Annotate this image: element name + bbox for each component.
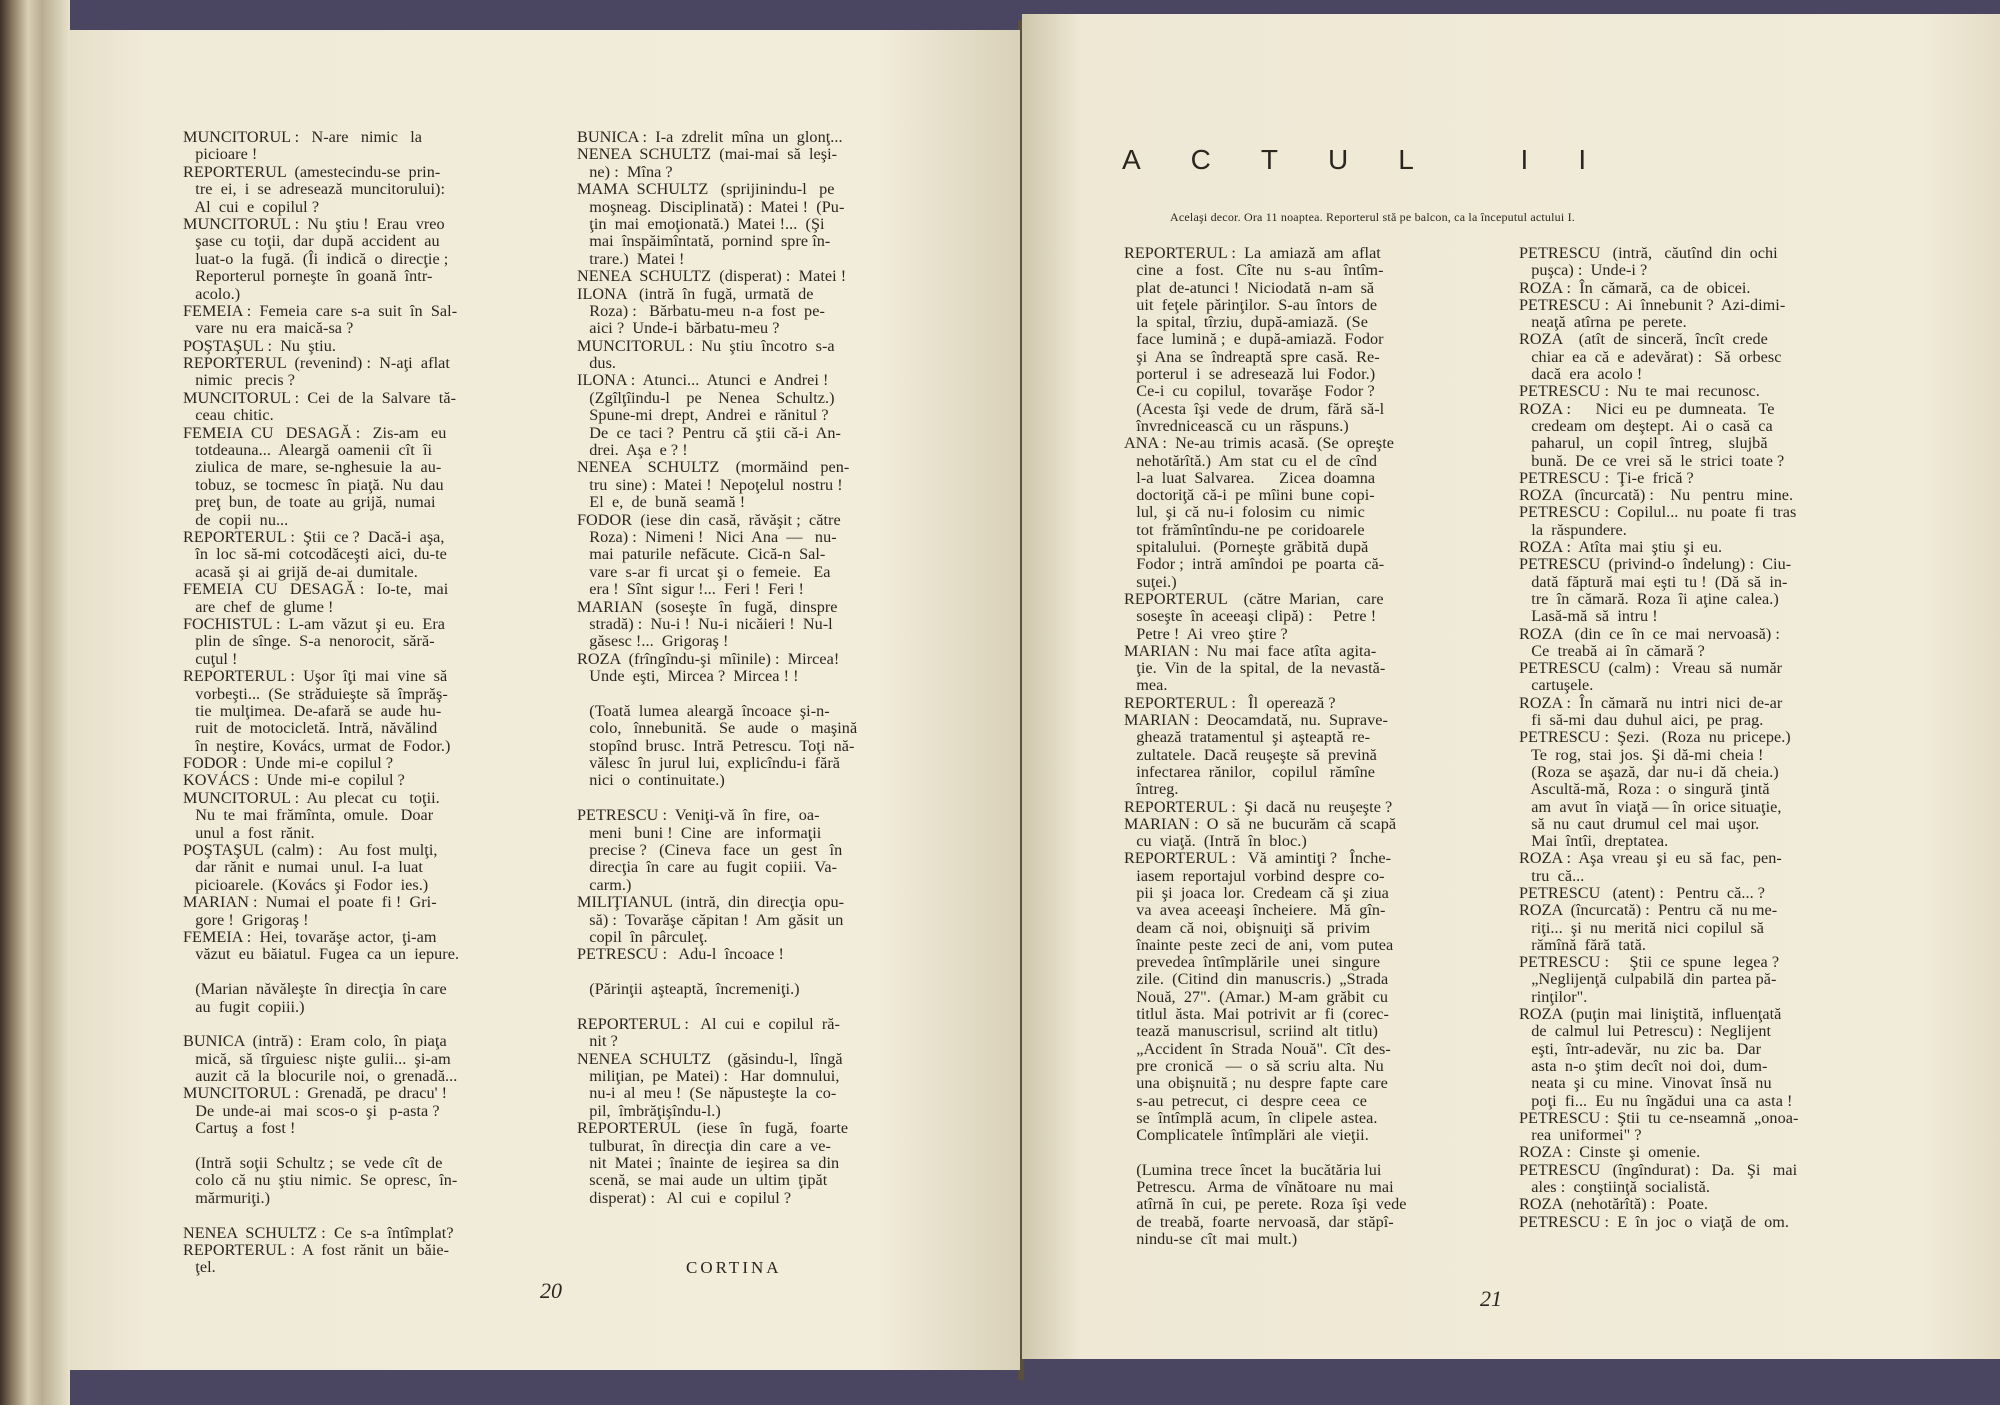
text-line: REPORTERUL (iese în fugă, foarte xyxy=(577,1119,849,1138)
text-line: PETRESCU : Şezi. (Roza nu pricepe.) xyxy=(1519,728,1791,747)
text-line: ruit de motocicletă. Intră, năvălind xyxy=(183,719,438,738)
text-line: deam că noi, obişnuiţi să privim xyxy=(1124,918,1371,937)
text-line: suţei.) xyxy=(1124,572,1177,591)
text-line: Petrescu. Arma de vînătoare nu mai xyxy=(1124,1178,1394,1197)
text-line: ROZA (frîngîndu-şi mîinile) : Mircea! xyxy=(577,649,840,668)
text-line: NENEA SCHULTZ : Ce s-a întîmplat? xyxy=(183,1223,454,1242)
text-line: Roza) : Bărbatu-meu n-a fost pe- xyxy=(577,301,825,320)
text-line: Lasă-mă să intru ! xyxy=(1519,607,1658,626)
text-line: FODOR : Unde mi-e copilul ? xyxy=(183,754,394,773)
text-line: nici o continuitate.) xyxy=(577,771,725,790)
text-line: zultatele. Dacă reuşeşte să prevină xyxy=(1124,745,1377,764)
text-line: lul, şi că nu-i folosim cu nimic xyxy=(1124,503,1365,522)
text-line: Ce-i cu copilul, tovarăşe Fodor ? xyxy=(1124,382,1375,401)
text-line: NENEA SCHULTZ (disperat) : Matei ! xyxy=(577,267,847,286)
text-line: PETRESCU (îngîndurat) : Da. Şi mai xyxy=(1519,1160,1798,1179)
text-line: la spital, tîrziu, după-amiază. (Se xyxy=(1124,313,1368,332)
text-line xyxy=(577,790,857,807)
text-line: chiar ea că e adevărat) : Să orbesc xyxy=(1519,347,1782,366)
text-line: El e, de bună seamă ! xyxy=(577,493,746,512)
text-line: REPORTERUL (revenind) : N-aţi aflat xyxy=(183,354,450,373)
text-line: MUNCITORUL : Nu ştiu ! Erau vreo xyxy=(183,214,445,233)
text-line: nit Matei ; înainte de ieşirea sa din xyxy=(577,1154,840,1173)
text-line: am avut în viaţă — în orice situaţie, xyxy=(1519,797,1782,816)
text-line: PETRESCU : Copilul... nu poate fi tras xyxy=(1519,503,1797,522)
text-line: Ascultă-mă, Roza : o singură ţintă xyxy=(1519,780,1770,799)
text-line: REPORTERUL : Ştii ce ? Dacă-i aşa, xyxy=(183,527,445,546)
text-line: MILIŢIANUL (intră, din direcţia opu- xyxy=(577,893,845,912)
text-line: şase cu toţii, dar după accident au xyxy=(183,232,440,251)
text-line: direcţia în care au fugit copiii. Va- xyxy=(577,858,838,877)
text-line: găsesc !... Grigoraş ! xyxy=(577,632,729,651)
text-line: FEMEIA CU DESAGĂ : Io-te, mai xyxy=(183,580,449,599)
text-line: REPORTERUL (amestecindu-se prin- xyxy=(183,162,441,181)
text-line xyxy=(183,964,459,981)
text-line: să) : Tovarăşe căpitan ! Am găsit un xyxy=(577,910,844,929)
text-line xyxy=(577,964,857,981)
text-line: s-au petrecut, ci despre ceea ce xyxy=(1124,1091,1367,1110)
text-line: cuţul ! xyxy=(183,649,238,668)
text-line: POŞTAŞUL (calm) : Au fost mulţi, xyxy=(183,841,438,860)
text-line: la răspundere. xyxy=(1519,520,1627,539)
text-line: PETRESCU : Ştii tu ce-nseamnă „onoa- xyxy=(1519,1108,1799,1127)
text-line: tot frămîntîndu-ne pe coridoarele xyxy=(1124,520,1365,539)
text-line: Nouă, 27". (Amar.) M-am grăbit cu xyxy=(1124,987,1388,1006)
text-line: Spune-mi drept, Andrei e rănitul ? xyxy=(577,406,829,425)
left-column-2 xyxy=(577,129,857,1207)
text-line xyxy=(577,999,857,1016)
text-line: (Lumina trece încet la bucătăria lui xyxy=(1124,1160,1382,1179)
text-line: MARIAN (soseşte în fugă, dinspre xyxy=(577,597,838,616)
text-line: ROZA (din ce în ce mai nervoasă) : xyxy=(1519,624,1780,643)
text-line: REPORTERUL : Al cui e copilul ră- xyxy=(577,1014,840,1033)
text-line: PETRESCU (atent) : Pentru că... ? xyxy=(1519,883,1766,902)
text-line: ROZA (încurcată) : Pentru că nu me- xyxy=(1519,901,1778,920)
text-line: disperat) : Al cui e copilul ? xyxy=(577,1188,792,1207)
text-line: doctoriţă că-i pe mîini bune copi- xyxy=(1124,486,1375,505)
text-line: REPORTERUL : Uşor îţi mai vine să xyxy=(183,667,448,686)
text-line: paharul, un copil întreg, slujbă xyxy=(1519,434,1768,453)
text-line: MARIAN : Numai el poate fi ! Gri- xyxy=(183,893,437,912)
text-line: spitalului. (Porneşte grăbită după xyxy=(1124,538,1369,557)
text-line: plat de-atunci ! Niciodată n-am să xyxy=(1124,278,1375,297)
text-line: MARIAN : O să ne bucurăm că scapă xyxy=(1124,814,1397,833)
text-line: precise ? (Cineva face un gest în xyxy=(577,841,843,860)
text-line xyxy=(577,686,857,703)
text-line: auzit că la blocurile noi, o grenadă... xyxy=(183,1067,458,1086)
text-line: Roza) : Nimeni ! Nici Ana — nu- xyxy=(577,527,837,546)
text-line: MARIAN : Deocamdată, nu. Suprave- xyxy=(1124,711,1388,730)
text-line: soseşte în aceeaşi clipă) : Petre ! xyxy=(1124,607,1377,626)
text-line: BUNICA : I-a zdrelit mîna un glonţ... xyxy=(577,128,843,146)
text-line: preţ bun, de toate au grijă, numai xyxy=(183,493,436,512)
right-page xyxy=(1022,14,2000,1359)
text-line: vorbeşti... (Se străduieşte să împrăş- xyxy=(183,684,448,703)
text-line: uit feţele părinţilor. S-au întors de xyxy=(1124,295,1378,314)
text-line: luat-o la fugă. (Îi indică o direcţie ; xyxy=(183,249,449,268)
text-line: se întîmplă acum, în clipele astea. xyxy=(1124,1108,1378,1127)
text-line: PETRESCU (privind-o îndelung) : Ciu- xyxy=(1519,555,1792,574)
text-line: vălesc în jurul lui, explicîndu-i fără xyxy=(577,754,841,773)
text-line: MARIAN : Nu mai face atîta agita- xyxy=(1124,641,1377,660)
text-line: tre în cămară. Roza îi aţine calea.) xyxy=(1519,589,1779,608)
text-line: şi Ana se îndreaptă spre casă. Re- xyxy=(1124,347,1380,366)
text-line: acasă şi ai grijă de-ai dumitale. xyxy=(183,562,418,581)
text-line: pre cronică — o să scriu alta. Nu xyxy=(1124,1056,1384,1075)
text-line: tobuz, se tocmesc în piaţă. Nu dau xyxy=(183,475,444,494)
text-line: (Părinţii aşteaptă, încremeniţi.) xyxy=(577,980,800,999)
text-line: porterul i se adresează lui Fodor.) xyxy=(1124,365,1376,384)
text-line: PETRESCU : Ai înnebunit ? Azi-dimi- xyxy=(1519,295,1786,314)
text-line: nehotărîtă.) Am stat cu el de cînd xyxy=(1124,451,1377,470)
text-line: pil, îmbrăţişîndu-l.) xyxy=(577,1101,721,1120)
text-line: ROZA : Atîta mai ştiu şi eu. xyxy=(1519,538,1723,557)
text-line: cartuşele. xyxy=(1519,676,1594,695)
text-line: KOVÁCS : Unde mi-e copilul ? xyxy=(183,771,405,790)
page-number-right: 21 xyxy=(1480,1286,1502,1311)
book-spine-edge xyxy=(0,0,70,1405)
text-line: (Zgîlţîindu-l pe Nenea Schultz.) xyxy=(577,388,835,407)
text-line: Fodor ; intră amîndoi pe poarta că- xyxy=(1124,555,1385,574)
text-line: PETRESCU : Ţi-e frică ? xyxy=(1519,468,1694,487)
text-line: „Accident în Strada Nouă". Cît des- xyxy=(1124,1039,1391,1058)
text-line: scenă, se mai aude un ultim ţipăt xyxy=(577,1171,828,1190)
text-line: atîrnă în cui, pe perete. Roza îşi vede xyxy=(1124,1195,1407,1214)
text-line xyxy=(183,1207,459,1224)
text-line: plin de sînge. S-a nenorocit, sără- xyxy=(183,632,435,651)
text-line: BUNICA (intră) : Eram colo, în piaţa xyxy=(183,1032,447,1051)
text-line: ROZA : În cămară nu intri nici de-ar xyxy=(1519,693,1783,712)
text-line: Al cui e copilul ? xyxy=(183,197,320,216)
text-line: PETRESCU : E în joc o viaţă de om. xyxy=(1519,1212,1790,1231)
text-line: POŞTAŞUL : Nu ştiu. xyxy=(183,336,336,355)
text-line: MUNCITORUL : Grenadă, pe dracu' ! xyxy=(183,1084,448,1103)
text-line: ANA : Ne-au trimis acasă. (Se opreşte xyxy=(1124,434,1395,453)
text-line: ROZA : În cămară, ca de obicei. xyxy=(1519,278,1751,297)
text-line: REPORTERUL : Îl operează ? xyxy=(1124,693,1336,712)
text-line: „Neglijenţă culpabilă din partea pă- xyxy=(1519,970,1777,989)
text-line: PETRESCU (calm) : Vreau să număr xyxy=(1519,659,1783,678)
text-line: ROZA (nehotărîtă) : Poate. xyxy=(1519,1195,1708,1214)
text-line: asta n-o ştim decît noi doi, dum- xyxy=(1519,1056,1768,1075)
text-line: tulburat, în direcţia din care a ve- xyxy=(577,1136,831,1155)
text-line: tie mulţimea. De-afară se aude hu- xyxy=(183,701,442,720)
text-line xyxy=(183,1016,459,1033)
text-line xyxy=(183,1138,459,1155)
text-line: De unde-ai mai scos-o şi p-asta ? xyxy=(183,1101,440,1120)
text-line: PETRESCU : Veniţi-vă în fire, oa- xyxy=(577,806,820,825)
text-line: dacă era acolo ! xyxy=(1519,365,1643,384)
text-line: eşti, într-adevăr, nu zic ba. Dar xyxy=(1519,1039,1762,1058)
text-line: să nu caut drumul cel mai uşor. xyxy=(1519,814,1760,833)
text-line: picioare ! xyxy=(183,145,258,164)
text-line: nindu-se cît mai mult.) xyxy=(1124,1229,1298,1248)
page-number-left: 20 xyxy=(540,1278,562,1303)
text-line: gore ! Grigoraş ! xyxy=(183,910,309,929)
text-line: ales : conştiinţă socialistă. xyxy=(1519,1178,1710,1197)
text-line: Cartuş a fost ! xyxy=(183,1119,296,1138)
text-line: dar rănit e numai unul. I-a luat xyxy=(183,858,423,877)
text-line: meni buni ! Cine are informaţii xyxy=(577,823,822,842)
text-line: face lumină ; e după-amiază. Fodor xyxy=(1124,330,1384,349)
text-line: copil în pârculeţ. xyxy=(577,927,708,946)
text-line: ROZA (puţin mai liniştită, influenţată xyxy=(1519,1005,1782,1024)
text-line: ROZA : Aşa vreau şi eu să fac, pen- xyxy=(1519,849,1782,868)
text-line: (Intră soţii Schultz ; se vede cît de xyxy=(183,1154,443,1173)
text-line: moşneag. Disciplinată) : Matei ! (Pu- xyxy=(577,197,845,216)
text-line: riţi... şi nu merită nici copilul să xyxy=(1519,918,1765,937)
text-line: FEMEIA CU DESAGĂ : Zis-am eu xyxy=(183,423,447,442)
text-line: REPORTERUL (către Marian, care xyxy=(1124,589,1384,608)
text-line: tează manuscrisul, scriind alt titlu) xyxy=(1124,1022,1378,1041)
text-line: REPORTERUL : A fost rănit un băie- xyxy=(183,1241,450,1259)
text-line: ne) : Mîna ? xyxy=(577,162,673,181)
text-line: neata şi cu mine. Vinovat însă nu xyxy=(1519,1074,1772,1093)
text-line: Nu te mai frămînta, omule. Doar xyxy=(183,806,434,825)
text-line: Ce treabă ai în cămară ? xyxy=(1519,641,1705,660)
text-line: are chef de glume ! xyxy=(183,597,334,616)
text-line: stopînd brusc. Intră Petrescu. Toţi nă- xyxy=(577,736,855,755)
text-line: Unde eşti, Mircea ? Mircea ! ! xyxy=(577,667,799,686)
text-line: drei. Aşa e ? ! xyxy=(577,441,688,460)
text-line: PETRESCU (intră, căutînd din ochi xyxy=(1519,244,1778,262)
text-line: De ce taci ? Pentru că ştii că-i An- xyxy=(577,423,841,442)
text-line: picioarele. (Kovács şi Fodor ies.) xyxy=(183,875,429,894)
text-line: rămînă fără tată. xyxy=(1519,935,1646,954)
text-line: în neştire, Kovács, urmat de Fodor.) xyxy=(183,736,451,755)
text-line: colo, înnebunită. Se aude o maşină xyxy=(577,719,858,738)
text-line: învrednicească cu un răspuns.) xyxy=(1124,416,1349,435)
text-line xyxy=(1124,1144,1406,1161)
text-line: cine a fost. Cîte nu s-au întîm- xyxy=(1124,261,1384,280)
text-line: NENEA SCHULTZ (mai-mai să leşi- xyxy=(577,145,838,164)
text-line: MUNCITORUL : N-are nimic la xyxy=(183,128,423,146)
text-line: REPORTERUL : La amiază am aflat xyxy=(1124,244,1381,262)
text-line: mai înspăimîntată, pornind spre în- xyxy=(577,232,831,251)
text-line: iasem reportajul vorbind despre co- xyxy=(1124,866,1385,885)
text-line: dată făptură mai eşti tu ! (Dă să in- xyxy=(1519,572,1788,591)
text-line: (Marian năvăleşte în direcţia în care xyxy=(183,980,447,999)
left-column-1 xyxy=(183,129,459,1277)
text-line: nimic precis ? xyxy=(183,371,295,390)
text-line: cu viaţă. (Intră în bloc.) xyxy=(1124,832,1307,851)
text-line: de calmul lui Petrescu) : Neglijent xyxy=(1519,1022,1772,1041)
text-line: carm.) xyxy=(577,875,632,894)
text-line: tru sine) : Matei ! Nepoţelul nostru ! xyxy=(577,475,843,494)
text-line: dus. xyxy=(577,354,617,373)
text-line: MUNCITORUL : Nu ştiu încotro s-a xyxy=(577,336,835,355)
text-line: de copii nu... xyxy=(183,510,289,529)
act-subtitle: Acelaşi decor. Ora 11 noaptea. Reporterul stă pe balcon, ca la începutul actului I. xyxy=(1170,210,1576,224)
text-line: MAMA SCHULTZ (sprijinindu-l pe xyxy=(577,180,835,199)
text-line: în loc să-mi cotcodăceşti aici, du-te xyxy=(183,545,447,564)
text-line: ţie. Vin de la spital, de la nevastă- xyxy=(1124,659,1386,678)
text-line: nit ? xyxy=(577,1032,618,1051)
text-line: MUNCITORUL : Cei de la Salvare tă- xyxy=(183,388,457,407)
text-line: l-a luat Salvarea. Zicea doamna xyxy=(1124,468,1376,487)
text-line: ILONA : Atunci... Atunci e Andrei ! xyxy=(577,371,829,390)
text-line: Petre ! Ai vreo ştire ? xyxy=(1124,624,1288,643)
text-line: REPORTERUL : Vă amintiţi ? Înche- xyxy=(1124,849,1392,868)
text-line: trare.) Matei ! xyxy=(577,249,685,268)
text-line: PETRESCU : Ştii ce spune legea ? xyxy=(1519,953,1780,972)
text-line: de treabă, foarte nervoasă, dar stăpî- xyxy=(1124,1212,1394,1231)
text-line: (Acesta îşi vede de drum, fără să-l xyxy=(1124,399,1385,418)
text-line: va avea aceeaşi încheiere. Mă gîn- xyxy=(1124,901,1386,920)
text-line: tru că... xyxy=(1519,866,1585,885)
text-line: FODOR (iese din casă, răvăşit ; către xyxy=(577,510,841,529)
text-line: ROZA (încurcată) : Nu pentru mine. xyxy=(1519,486,1794,505)
text-line: mea. xyxy=(1124,676,1168,695)
text-line: unul a fost rănit. xyxy=(183,823,315,842)
text-line: mărmuriţi.) xyxy=(183,1188,271,1207)
act-title: ACTUL II xyxy=(1122,144,1637,175)
text-line: ILONA (intră în fugă, urmată de xyxy=(577,284,814,303)
left-page xyxy=(70,30,1020,1370)
text-line: ţin mai emoţionată.) Matei !... (Şi xyxy=(577,214,825,233)
text-line: ziulica de mare, se-nghesuie la au- xyxy=(183,458,442,477)
text-line: fi să-mi dau duhul aici, pe prag. xyxy=(1519,711,1764,730)
text-line: (Toată lumea aleargă încoace şi-n- xyxy=(577,701,830,720)
text-line: infectarea rănilor, copilul rămîne xyxy=(1124,762,1375,781)
text-line: puşca) : Unde-i ? xyxy=(1519,261,1648,280)
text-line: acolo.) xyxy=(183,284,241,303)
text-line: ţel. xyxy=(183,1258,216,1277)
text-line: FEMEIA : Hei, tovarăşe actor, ţi-am xyxy=(183,927,437,946)
text-line: Mai întîi, dreptatea. xyxy=(1519,832,1669,851)
text-line: rea uniformei" ? xyxy=(1519,1126,1642,1145)
text-line: au fugit copiii.) xyxy=(183,997,305,1016)
text-line: văzut eu băiatul. Fugea ca un iepure. xyxy=(183,945,460,964)
text-line: FEMEIA : Femeia care s-a suit în Sal- xyxy=(183,301,458,320)
text-line: ROZA : Nici eu pe dumneata. Te xyxy=(1519,399,1775,418)
text-line: FOCHISTUL : L-am văzut şi eu. Era xyxy=(183,614,446,633)
text-line: prevedea întîmplările unei singure xyxy=(1124,953,1381,972)
text-line: neaţă atîrna pe perete. xyxy=(1519,313,1687,332)
text-line: Complicatele întîmplări ale vieţii. xyxy=(1124,1126,1369,1145)
text-line: NENEA SCHULTZ (mormăind pen- xyxy=(577,458,850,477)
text-line: pii şi joaca lor. Credeam că şi ziua xyxy=(1124,883,1389,902)
text-line: Te rog, stai jos. Şi dă-mi cheia ! xyxy=(1519,745,1764,764)
text-line: totdeauna... Aleargă oamenii cît îi xyxy=(183,441,433,460)
text-line: NENEA SCHULTZ (găsindu-l, lîngă xyxy=(577,1049,843,1068)
text-line: titlul ăsta. Mai potrivit ar fi (corec- xyxy=(1124,1005,1389,1024)
text-line: ROZA (atît de sinceră, încît crede xyxy=(1519,330,1768,349)
text-line: REPORTERUL : Şi dacă nu reuşeşte ? xyxy=(1124,797,1393,816)
text-line: înainte peste zeci de ani, vom putea xyxy=(1124,935,1394,954)
text-line: vare nu era maică-sa ? xyxy=(183,319,354,338)
text-line: PETRESCU : Nu te mai recunosc. xyxy=(1519,382,1760,401)
text-line: colo că nu ştiu nimic. Se opresc, în- xyxy=(183,1171,458,1190)
text-line: MUNCITORUL : Au plecat cu toţii. xyxy=(183,788,440,807)
text-line: aici ? Unde-i bărbatu-meu ? xyxy=(577,319,780,338)
text-line: una obişnuită ; nu despre fapte care xyxy=(1124,1074,1388,1093)
text-line: rinţilor". xyxy=(1519,987,1588,1006)
text-line: Reporterul porneşte în goană într- xyxy=(183,267,433,286)
text-line: mică, să tîrguiesc nişte gulii... şi-am xyxy=(183,1049,451,1068)
text-line: nu-i al meu ! (Se năpusteşte la co- xyxy=(577,1084,837,1103)
text-line: (Roza se aşază, dar nu-i dă cheia.) xyxy=(1519,762,1779,781)
text-line: poţi fi... Eu nu îngădui una ca asta ! xyxy=(1519,1091,1793,1110)
text-line: ceau chitic. xyxy=(183,406,274,425)
text-line: bună. De ce vrei să le strici toate ? xyxy=(1519,451,1785,470)
cortina-label: CORTINA xyxy=(686,1258,782,1277)
text-line: vare s-ar fi urcat şi o femeie. Ea xyxy=(577,562,831,581)
text-line: stradă) : Nu-i ! Nu-i nicăieri ! Nu-l xyxy=(577,614,833,633)
text-line: miliţian, pe Matei) : Har domnului, xyxy=(577,1067,840,1086)
text-line: tre ei, i se adresează muncitorului): xyxy=(183,180,446,199)
text-line: era ! Sînt sigur !... Feri ! Feri ! xyxy=(577,580,804,599)
text-line: PETRESCU : Adu-l încoace ! xyxy=(577,945,784,964)
text-line: ghează tratamentul şi aşteaptă re- xyxy=(1124,728,1371,747)
text-line: ROZA : Cinste şi omenie. xyxy=(1519,1143,1701,1162)
right-column-2 xyxy=(1519,245,1798,1231)
text-line: mai paturile nefăcute. Cică-n Sal- xyxy=(577,545,826,564)
text-line: credeam om deştept. Ai o casă ca xyxy=(1519,416,1773,435)
text-line: întreg. xyxy=(1124,780,1179,799)
text-line: zile. (Citind din manuscris.) „Strada xyxy=(1124,970,1389,989)
right-column-1 xyxy=(1124,245,1406,1248)
